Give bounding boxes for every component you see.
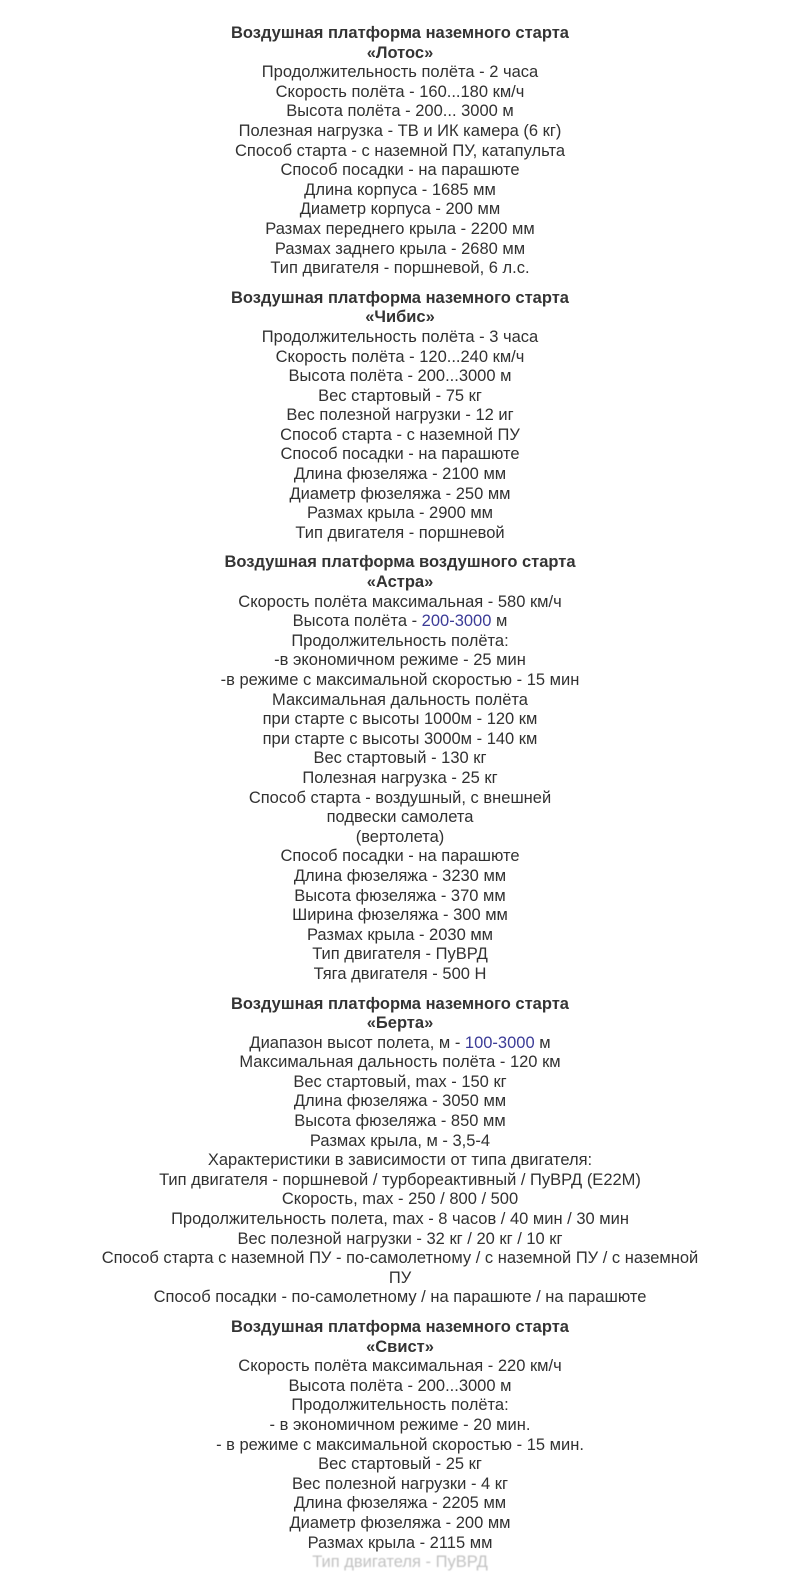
spec-line: Длина фюзеляжа - 2100 мм xyxy=(293,465,507,484)
spec-line: - в экономичном режиме - 20 мин. xyxy=(269,1415,531,1434)
spec-line: Характеристики в зависимости от типа двигателя: xyxy=(207,1151,593,1170)
spec-line: Способ старта - с наземной ПУ, катапульта xyxy=(235,141,565,160)
spec-line: Продолжительность полёта: xyxy=(291,1396,509,1415)
spec-line: Максимальная дальность полёта xyxy=(272,690,528,709)
spec-line: Тяга двигателя - 500 Н xyxy=(313,964,487,983)
cutoff-spec-line: Тип двигателя - ПуВРД xyxy=(312,1553,488,1572)
spec-line: Длина фюзеляжа - 3050 мм xyxy=(293,1092,507,1111)
section-title: Воздушная платформа наземного старта xyxy=(231,24,569,42)
spec-line: Высота фюзеляжа - 370 мм xyxy=(294,886,506,905)
spec-line xyxy=(0,1034,800,1054)
spec-line: Способ посадки - на парашюте xyxy=(280,847,520,866)
spec-line: Способ посадки - по-самолетному / на парашюте / на парашюте xyxy=(153,1288,647,1307)
spec-line: Вес стартовый, max - 150 кг xyxy=(293,1072,507,1091)
spec-text: Высота полёта - xyxy=(292,612,422,631)
spec-line: при старте с высоты 3000м - 140 км xyxy=(262,729,538,748)
spec-line: Продолжительность полета, max - 8 часов / 40 мин / 30 мин xyxy=(171,1210,629,1229)
platform-section-svist xyxy=(0,1318,800,1573)
spec-line: Способ старта - с наземной ПУ xyxy=(280,425,520,444)
section-platform-name: «Свист» xyxy=(366,1337,434,1356)
section-platform-name: «Астра» xyxy=(366,573,434,592)
section-platform-name: «Берта» xyxy=(366,1014,434,1033)
spec-text: м xyxy=(491,612,508,631)
platform-section-astra xyxy=(0,553,800,984)
spec-line: Вес полезной нагрузки - 32 кг / 20 кг / 10 кг xyxy=(237,1229,563,1248)
spec-line: Размах крыла - 2115 мм xyxy=(307,1533,493,1552)
spec-line: Способ посадки - на парашюте xyxy=(280,161,520,180)
spec-line: Высота полёта - 200... 3000 м xyxy=(286,102,514,121)
spec-line: Диаметр фюзеляжа - 250 мм xyxy=(289,484,511,503)
section-title: Воздушная платформа воздушного старта xyxy=(224,553,576,572)
spec-line: - в режиме с максимальной скоростью - 15 мин. xyxy=(216,1435,584,1454)
spec-line: Скорость полёта максимальная - 220 км/ч xyxy=(238,1357,562,1376)
spec-line: Вес полезной нагрузки - 12 иг xyxy=(286,406,514,425)
spec-line: Высота полёта - 200...3000 м xyxy=(288,1376,512,1395)
spec-line: Максимальная дальность полёта - 120 км xyxy=(239,1053,561,1072)
spec-line: Скорость, max - 250 / 800 / 500 xyxy=(281,1190,519,1209)
spec-line: при старте с высоты 1000м - 120 км xyxy=(262,710,538,729)
spec-line: Продолжительность полёта - 2 часа xyxy=(261,63,539,82)
spec-line: Высота полёта - 200...3000 м xyxy=(288,367,512,386)
section-title: Воздушная платформа наземного старта xyxy=(231,288,569,307)
spec-line: Способ старта с наземной ПУ - по-самолетному / с наземной ПУ / с наземной xyxy=(101,1249,699,1268)
section-platform-name: «Чибис» xyxy=(365,308,435,327)
spec-line: Продолжительность полёта: xyxy=(291,631,509,650)
platform-section-lotos xyxy=(0,24,800,279)
spec-line: Высота фюзеляжа - 850 мм xyxy=(294,1112,506,1131)
spec-line: (вертолета) xyxy=(355,827,445,846)
spec-line: Ширина фюзеляжа - 300 мм xyxy=(292,906,508,925)
section-title: Воздушная платформа наземного старта xyxy=(231,1318,569,1336)
spec-line: Вес стартовый - 130 кг xyxy=(313,749,487,768)
spec-line: Размах переднего крыла - 2200 мм xyxy=(265,219,535,238)
spec-line: Полезная нагрузка - 25 кг xyxy=(302,768,498,787)
spec-line: Размах крыла - 2030 мм xyxy=(306,925,494,944)
spec-line: Тип двигателя - поршневой xyxy=(295,523,505,542)
spec-line: Размах крыла, м - 3,5-4 xyxy=(309,1131,491,1150)
spec-text: м xyxy=(534,1033,551,1052)
spec-line: Скорость полёта - 120...240 км/ч xyxy=(275,347,525,366)
spec-line: Длина корпуса - 1685 мм xyxy=(304,180,496,199)
section-platform-name: «Лотос» xyxy=(366,43,434,62)
spec-line: Полезная нагрузка - ТВ и ИК камера (6 кг) xyxy=(238,121,562,140)
spec-line: Тип двигателя - поршневой / турбореактивный / ПуВРД (Е22М) xyxy=(159,1170,641,1189)
spec-line: Длина фюзеляжа - 3230 мм xyxy=(293,866,507,885)
spec-line: Тип двигателя - ПуВРД xyxy=(312,945,488,964)
section-title: Воздушная платформа наземного старта xyxy=(231,994,569,1013)
altitude-range-link[interactable]: 200-3000 xyxy=(421,612,492,631)
altitude-range-link[interactable]: 100-3000 xyxy=(464,1033,535,1052)
spec-line: Вес стартовый - 75 кг xyxy=(318,386,482,405)
spec-text: Диапазон высот полета, м - xyxy=(249,1033,465,1052)
spec-line: Скорость полёта - 160...180 км/ч xyxy=(275,82,525,101)
spec-line: подвески самолета xyxy=(326,808,474,827)
platform-section-berta xyxy=(0,995,800,1309)
spec-line: Вес стартовый - 25 кг xyxy=(318,1455,482,1474)
spec-line: Диаметр фюзеляжа - 200 мм xyxy=(289,1513,511,1532)
spec-line xyxy=(0,612,800,632)
spec-line: Способ посадки - на парашюте xyxy=(280,445,520,464)
spec-line: -в режиме с максимальной скоростью - 15 мин xyxy=(220,671,580,689)
spec-line: Вес полезной нагрузки - 4 кг xyxy=(291,1474,509,1493)
spec-line: -в экономичном режиме - 25 мин xyxy=(274,651,526,670)
spec-line: Размах крыла - 2900 мм xyxy=(306,504,494,523)
spec-line: Длина фюзеляжа - 2205 мм xyxy=(293,1494,507,1513)
spec-line: Размах заднего крыла - 2680 мм xyxy=(274,239,526,258)
platform-section-chibis xyxy=(0,289,800,544)
spec-line: Скорость полёта максимальная - 580 км/ч xyxy=(238,592,562,611)
spec-line: Способ старта - воздушный, с внешней xyxy=(248,788,552,807)
spec-line: ПУ xyxy=(388,1268,412,1287)
spec-line: Тип двигателя - поршневой, 6 л.с. xyxy=(270,259,530,278)
spec-line: Продолжительность полёта - 3 часа xyxy=(261,327,539,346)
spec-line: Диаметр корпуса - 200 мм xyxy=(299,200,501,219)
